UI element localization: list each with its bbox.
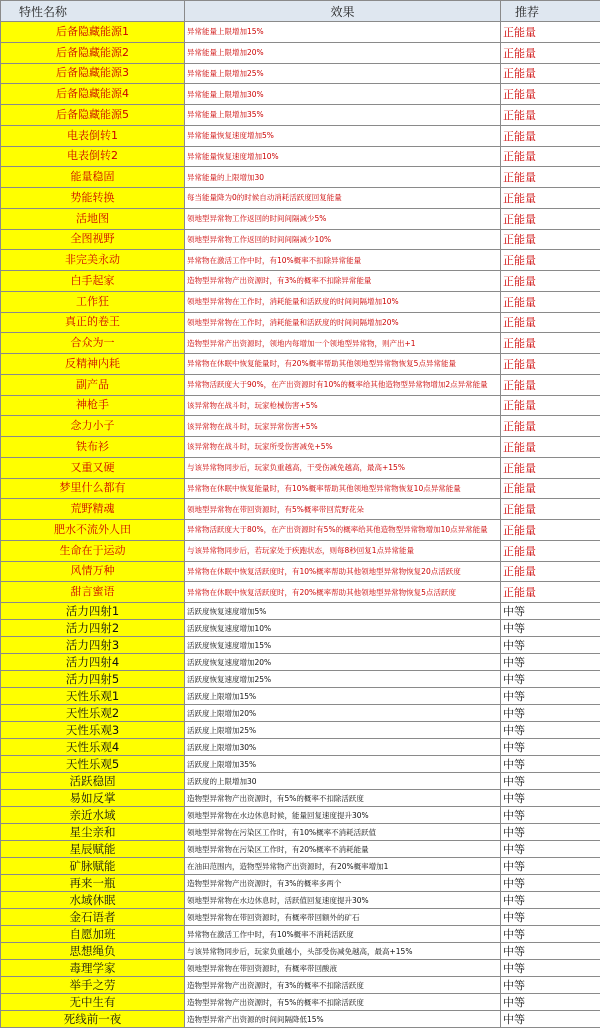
trait-effect-cell: 活跃度恢复速度增加25% xyxy=(185,671,501,688)
trait-effect-cell: 异常物在激活工作中时，有10%概率不消耗活跃度 xyxy=(185,926,501,943)
trait-effect-cell: 活跃度的上限增加30 xyxy=(185,773,501,790)
header-trait-name: 特性名称 xyxy=(1,1,185,22)
trait-recommendation-cell: 中等 xyxy=(501,875,600,892)
trait-recommendation-cell: 中等 xyxy=(501,824,600,841)
trait-name-cell: 星尘亲和 xyxy=(1,824,185,841)
trait-recommendation-cell: 中等 xyxy=(501,739,600,756)
trait-effect-cell: 活跃度上限增加35% xyxy=(185,756,501,773)
trait-effect-cell: 造物型异常物产出资源时，有3%的概率多两个 xyxy=(185,875,501,892)
trait-recommendation-cell: 中等 xyxy=(501,994,600,1011)
trait-name-cell: 电表倒转1 xyxy=(1,125,185,146)
trait-recommendation-cell: 正能量 xyxy=(501,146,600,167)
trait-effect-cell: 领地型异常物在工作时，消耗能量和活跃度的时间间隔增加20% xyxy=(185,312,501,333)
trait-recommendation-cell: 正能量 xyxy=(501,540,600,561)
trait-recommendation-cell: 中等 xyxy=(501,960,600,977)
trait-name-cell: 后备隐藏能源5 xyxy=(1,105,185,126)
trait-name-cell: 易如反掌 xyxy=(1,790,185,807)
trait-effect-cell: 异常物在休眠中恢复活跃度时，有10%概率帮助其他领地型异常物恢复20点活跃度 xyxy=(185,561,501,582)
trait-name-cell: 荒野精魂 xyxy=(1,499,185,520)
table-row xyxy=(1,312,600,333)
trait-effect-cell: 领地型异常物在带回资源时，有概率带回酸液 xyxy=(185,960,501,977)
table-row xyxy=(1,333,600,354)
table-row xyxy=(1,229,600,250)
trait-effect-cell: 异常能量恢复速度增加5% xyxy=(185,125,501,146)
trait-effect-cell: 造物型异常物产出资源时，有5%的概率不扣除活跃度 xyxy=(185,790,501,807)
trait-recommendation-cell: 中等 xyxy=(501,943,600,960)
trait-recommendation-cell: 中等 xyxy=(501,705,600,722)
table-row xyxy=(1,561,600,582)
trait-name-cell: 天性乐观4 xyxy=(1,739,185,756)
trait-name-cell: 后备隐藏能源1 xyxy=(1,22,185,43)
trait-name-cell: 后备隐藏能源3 xyxy=(1,63,185,84)
table-row xyxy=(1,499,600,520)
trait-name-cell: 活力四射4 xyxy=(1,654,185,671)
trait-effect-cell: 异常物在休眠中恢复活跃度时，有20%概率帮助其他领地型异常物恢复5点活跃度 xyxy=(185,582,501,603)
trait-name-cell: 举手之劳 xyxy=(1,977,185,994)
trait-effect-cell: 领地型异常物在水边休息时候，能量回复速度提升30% xyxy=(185,807,501,824)
table-row xyxy=(1,994,600,1011)
trait-name-cell: 星辰赋能 xyxy=(1,841,185,858)
table-row xyxy=(1,1011,600,1028)
trait-effect-cell: 异常能量上限增加20% xyxy=(185,42,501,63)
trait-recommendation-cell: 正能量 xyxy=(501,63,600,84)
trait-effect-cell: 在油田范围内，造物型异常物产出资源时，有20%概率增加1 xyxy=(185,858,501,875)
trait-recommendation-cell: 正能量 xyxy=(501,478,600,499)
trait-name-cell: 肥水不流外人田 xyxy=(1,520,185,541)
trait-name-cell: 神枪手 xyxy=(1,395,185,416)
table-row xyxy=(1,773,600,790)
table-row xyxy=(1,960,600,977)
trait-recommendation-cell: 正能量 xyxy=(501,354,600,375)
table-row xyxy=(1,167,600,188)
trait-effect-cell: 与该异常物同步后，玩家负重越高，干受伤减免越高，最高+15% xyxy=(185,457,501,478)
trait-effect-cell: 该异常物在战斗时，玩家异常伤害+5% xyxy=(185,416,501,437)
trait-recommendation-cell: 中等 xyxy=(501,790,600,807)
trait-recommendation-cell: 正能量 xyxy=(501,291,600,312)
trait-recommendation-cell: 正能量 xyxy=(501,105,600,126)
trait-recommendation-cell: 正能量 xyxy=(501,271,600,292)
trait-effect-cell: 活跃度上限增加30% xyxy=(185,739,501,756)
table-row xyxy=(1,722,600,739)
table-row xyxy=(1,125,600,146)
trait-recommendation-cell: 正能量 xyxy=(501,437,600,458)
trait-name-cell: 铁布衫 xyxy=(1,437,185,458)
trait-recommendation-cell: 正能量 xyxy=(501,457,600,478)
table-row xyxy=(1,620,600,637)
table-row xyxy=(1,909,600,926)
trait-effect-cell: 异常物活跃度大于80%，在产出资源时有5%的概率给其他造物型异常物增加10点异常能量 xyxy=(185,520,501,541)
table-row xyxy=(1,354,600,375)
trait-name-cell: 死线前一夜 xyxy=(1,1011,185,1028)
trait-effect-cell: 领地型异常物工作返回的时间间隔减少10% xyxy=(185,229,501,250)
trait-effect-cell: 异常能量上限增加25% xyxy=(185,63,501,84)
trait-recommendation-cell: 正能量 xyxy=(501,416,600,437)
trait-name-cell: 念力小子 xyxy=(1,416,185,437)
table-row xyxy=(1,582,600,603)
trait-name-cell: 活力四射3 xyxy=(1,637,185,654)
table-row xyxy=(1,540,600,561)
trait-name-cell: 全图视野 xyxy=(1,229,185,250)
trait-name-cell: 甜言蜜语 xyxy=(1,582,185,603)
table-row xyxy=(1,858,600,875)
table-row xyxy=(1,374,600,395)
table-row xyxy=(1,603,600,620)
trait-name-cell: 天性乐观3 xyxy=(1,722,185,739)
table-row xyxy=(1,42,600,63)
trait-name-cell: 非完美永动 xyxy=(1,250,185,271)
trait-effect-cell: 活跃度恢复速度增加5% xyxy=(185,603,501,620)
trait-recommendation-cell: 正能量 xyxy=(501,22,600,43)
table-row xyxy=(1,688,600,705)
trait-name-cell: 生命在于运动 xyxy=(1,540,185,561)
table-row xyxy=(1,790,600,807)
table-row xyxy=(1,395,600,416)
trait-effect-cell: 异常物在休眠中恢复能量时，有10%概率帮助其他领地型异常物恢复10点异常能量 xyxy=(185,478,501,499)
trait-name-cell: 后备隐藏能源2 xyxy=(1,42,185,63)
table-row xyxy=(1,807,600,824)
trait-effect-cell: 活跃度恢复速度增加10% xyxy=(185,620,501,637)
table-row xyxy=(1,705,600,722)
table-row xyxy=(1,637,600,654)
table-row xyxy=(1,437,600,458)
trait-name-cell: 反精神内耗 xyxy=(1,354,185,375)
trait-effect-cell: 异常能量上限增加30% xyxy=(185,84,501,105)
table-row xyxy=(1,841,600,858)
trait-effect-cell: 异常能量上限增加15% xyxy=(185,22,501,43)
trait-effect-cell: 造物型异常产出资源时，领地内每增加一个领地型异常物，则产出+1 xyxy=(185,333,501,354)
trait-name-cell: 梦里什么都有 xyxy=(1,478,185,499)
table-row xyxy=(1,188,600,209)
table-row xyxy=(1,457,600,478)
trait-recommendation-cell: 中等 xyxy=(501,892,600,909)
trait-effect-cell: 领地型异常物工作返回的时间间隔减少5% xyxy=(185,208,501,229)
trait-recommendation-cell: 中等 xyxy=(501,858,600,875)
trait-effect-cell: 异常物在休眠中恢复能量时，有20%概率帮助其他领地型异常物恢复5点异常能量 xyxy=(185,354,501,375)
trait-effect-cell: 该异常物在战斗时，玩家枪械伤害+5% xyxy=(185,395,501,416)
trait-effect-cell: 与该异常物同步后，玩家负重越小，头部受伤减免越高，最高+15% xyxy=(185,943,501,960)
trait-name-cell: 合众为一 xyxy=(1,333,185,354)
table-row xyxy=(1,271,600,292)
trait-recommendation-cell: 正能量 xyxy=(501,395,600,416)
trait-recommendation-cell: 中等 xyxy=(501,620,600,637)
trait-recommendation-cell: 中等 xyxy=(501,909,600,926)
trait-name-cell: 能量稳固 xyxy=(1,167,185,188)
trait-recommendation-cell: 中等 xyxy=(501,926,600,943)
trait-effect-cell: 领地型异常物在带回资源时，有概率带回额外的矿石 xyxy=(185,909,501,926)
trait-recommendation-cell: 正能量 xyxy=(501,125,600,146)
trait-name-cell: 活跃稳固 xyxy=(1,773,185,790)
trait-recommendation-cell: 正能量 xyxy=(501,561,600,582)
trait-recommendation-cell: 正能量 xyxy=(501,84,600,105)
trait-effect-cell: 异常能量上限增加35% xyxy=(185,105,501,126)
trait-effect-cell: 活跃度上限增加25% xyxy=(185,722,501,739)
trait-effect-cell: 领地型异常物在污染区工作时，有20%概率不消耗能量 xyxy=(185,841,501,858)
trait-recommendation-cell: 中等 xyxy=(501,773,600,790)
table-row xyxy=(1,63,600,84)
trait-effect-cell: 活跃度恢复速度增加20% xyxy=(185,654,501,671)
trait-effect-cell: 造物型异常产出资源的时间间隔降低15% xyxy=(185,1011,501,1028)
table-row xyxy=(1,478,600,499)
table-row xyxy=(1,250,600,271)
trait-name-cell: 思想绳负 xyxy=(1,943,185,960)
trait-name-cell: 水域休眠 xyxy=(1,892,185,909)
table-row xyxy=(1,756,600,773)
header-row xyxy=(1,1,600,22)
table-row xyxy=(1,520,600,541)
trait-name-cell: 势能转换 xyxy=(1,188,185,209)
trait-name-cell: 无中生有 xyxy=(1,994,185,1011)
trait-recommendation-cell: 正能量 xyxy=(501,42,600,63)
trait-name-cell: 自愿加班 xyxy=(1,926,185,943)
trait-name-cell: 又重又硬 xyxy=(1,457,185,478)
trait-recommendation-cell: 中等 xyxy=(501,671,600,688)
trait-effect-cell: 异常能量的上限增加30 xyxy=(185,167,501,188)
trait-recommendation-cell: 中等 xyxy=(501,654,600,671)
trait-recommendation-cell: 中等 xyxy=(501,637,600,654)
table-row xyxy=(1,943,600,960)
trait-name-cell: 活地图 xyxy=(1,208,185,229)
trait-name-cell: 活力四射1 xyxy=(1,603,185,620)
table-row xyxy=(1,824,600,841)
trait-effect-cell: 活跃度上限增加20% xyxy=(185,705,501,722)
trait-effect-cell: 与该异常物同步后，若玩家处于疾跑状态，则每8秒回复1点异常能量 xyxy=(185,540,501,561)
table-row xyxy=(1,977,600,994)
trait-name-cell: 风情万种 xyxy=(1,561,185,582)
trait-name-cell: 毒理学家 xyxy=(1,960,185,977)
table-row xyxy=(1,84,600,105)
trait-name-cell: 后备隐藏能源4 xyxy=(1,84,185,105)
trait-recommendation-cell: 中等 xyxy=(501,722,600,739)
table-row xyxy=(1,22,600,43)
trait-recommendation-cell: 中等 xyxy=(501,841,600,858)
table-row xyxy=(1,875,600,892)
trait-name-cell: 副产品 xyxy=(1,374,185,395)
trait-name-cell: 再来一瓶 xyxy=(1,875,185,892)
table-row xyxy=(1,739,600,756)
trait-effect-cell: 异常能量恢复速度增加10% xyxy=(185,146,501,167)
trait-effect-cell: 每当能量降为0的时候自动消耗活跃度回复能量 xyxy=(185,188,501,209)
table-row xyxy=(1,416,600,437)
trait-recommendation-cell: 正能量 xyxy=(501,333,600,354)
table-row xyxy=(1,291,600,312)
header-recommendation: 推荐 xyxy=(501,1,600,22)
trait-recommendation-cell: 正能量 xyxy=(501,520,600,541)
trait-effect-cell: 造物型异常物产出资源时，有5%的概率不扣除活跃度 xyxy=(185,994,501,1011)
table-row xyxy=(1,654,600,671)
trait-effect-cell: 领地型异常物在污染区工作时，有10%概率不消耗活跃值 xyxy=(185,824,501,841)
trait-effect-cell: 活跃度上限增加15% xyxy=(185,688,501,705)
trait-name-cell: 亲近水域 xyxy=(1,807,185,824)
trait-name-cell: 电表倒转2 xyxy=(1,146,185,167)
trait-recommendation-cell: 中等 xyxy=(501,807,600,824)
trait-name-cell: 金石语者 xyxy=(1,909,185,926)
trait-name-cell: 天性乐观5 xyxy=(1,756,185,773)
trait-recommendation-cell: 中等 xyxy=(501,688,600,705)
table-row xyxy=(1,671,600,688)
trait-recommendation-cell: 正能量 xyxy=(501,250,600,271)
trait-effect-cell: 领地型异常物在水边休息时，活跃值回复速度提升30% xyxy=(185,892,501,909)
trait-name-cell: 矿脉赋能 xyxy=(1,858,185,875)
trait-name-cell: 活力四射2 xyxy=(1,620,185,637)
trait-name-cell: 工作狂 xyxy=(1,291,185,312)
trait-name-cell: 天性乐观1 xyxy=(1,688,185,705)
header-effect: 效果 xyxy=(185,1,501,22)
trait-recommendation-cell: 中等 xyxy=(501,603,600,620)
trait-name-cell: 活力四射5 xyxy=(1,671,185,688)
table-row xyxy=(1,892,600,909)
trait-recommendation-cell: 正能量 xyxy=(501,167,600,188)
trait-recommendation-cell: 中等 xyxy=(501,756,600,773)
trait-effect-cell: 异常物活跃度大于90%，在产出资源时有10%的概率给其他造物型异常物增加2点异常能量 xyxy=(185,374,501,395)
trait-effect-cell: 异常物在激活工作中时，有10%概率不扣除异常能量 xyxy=(185,250,501,271)
trait-name-cell: 天性乐观2 xyxy=(1,705,185,722)
trait-name-cell: 白手起家 xyxy=(1,271,185,292)
trait-effect-cell: 造物型异常物产出资源时，有3%的概率不扣除异常能量 xyxy=(185,271,501,292)
trait-effect-cell: 该异常物在战斗时，玩家所受伤害减免+5% xyxy=(185,437,501,458)
table-row xyxy=(1,146,600,167)
trait-recommendation-cell: 中等 xyxy=(501,1011,600,1028)
trait-recommendation-cell: 中等 xyxy=(501,977,600,994)
trait-recommendation-cell: 正能量 xyxy=(501,499,600,520)
trait-recommendation-cell: 正能量 xyxy=(501,312,600,333)
table-row xyxy=(1,208,600,229)
table-row xyxy=(1,926,600,943)
trait-effect-cell: 造物型异常物产出资源时，有3%的概率不扣除活跃度 xyxy=(185,977,501,994)
trait-effect-cell: 领地型异常物在带回资源时，有5%概率带回荒野花朵 xyxy=(185,499,501,520)
table-body xyxy=(1,22,600,1028)
trait-recommendation-cell: 正能量 xyxy=(501,374,600,395)
trait-effect-cell: 活跃度恢复速度增加15% xyxy=(185,637,501,654)
trait-recommendation-cell: 正能量 xyxy=(501,582,600,603)
table-row xyxy=(1,105,600,126)
trait-effect-cell: 领地型异常物在工作时，消耗能量和活跃度的时间间隔增加10% xyxy=(185,291,501,312)
trait-name-cell: 真正的卷王 xyxy=(1,312,185,333)
trait-recommendation-cell: 正能量 xyxy=(501,229,600,250)
trait-recommendation-cell: 正能量 xyxy=(501,208,600,229)
trait-recommendation-cell: 正能量 xyxy=(501,188,600,209)
